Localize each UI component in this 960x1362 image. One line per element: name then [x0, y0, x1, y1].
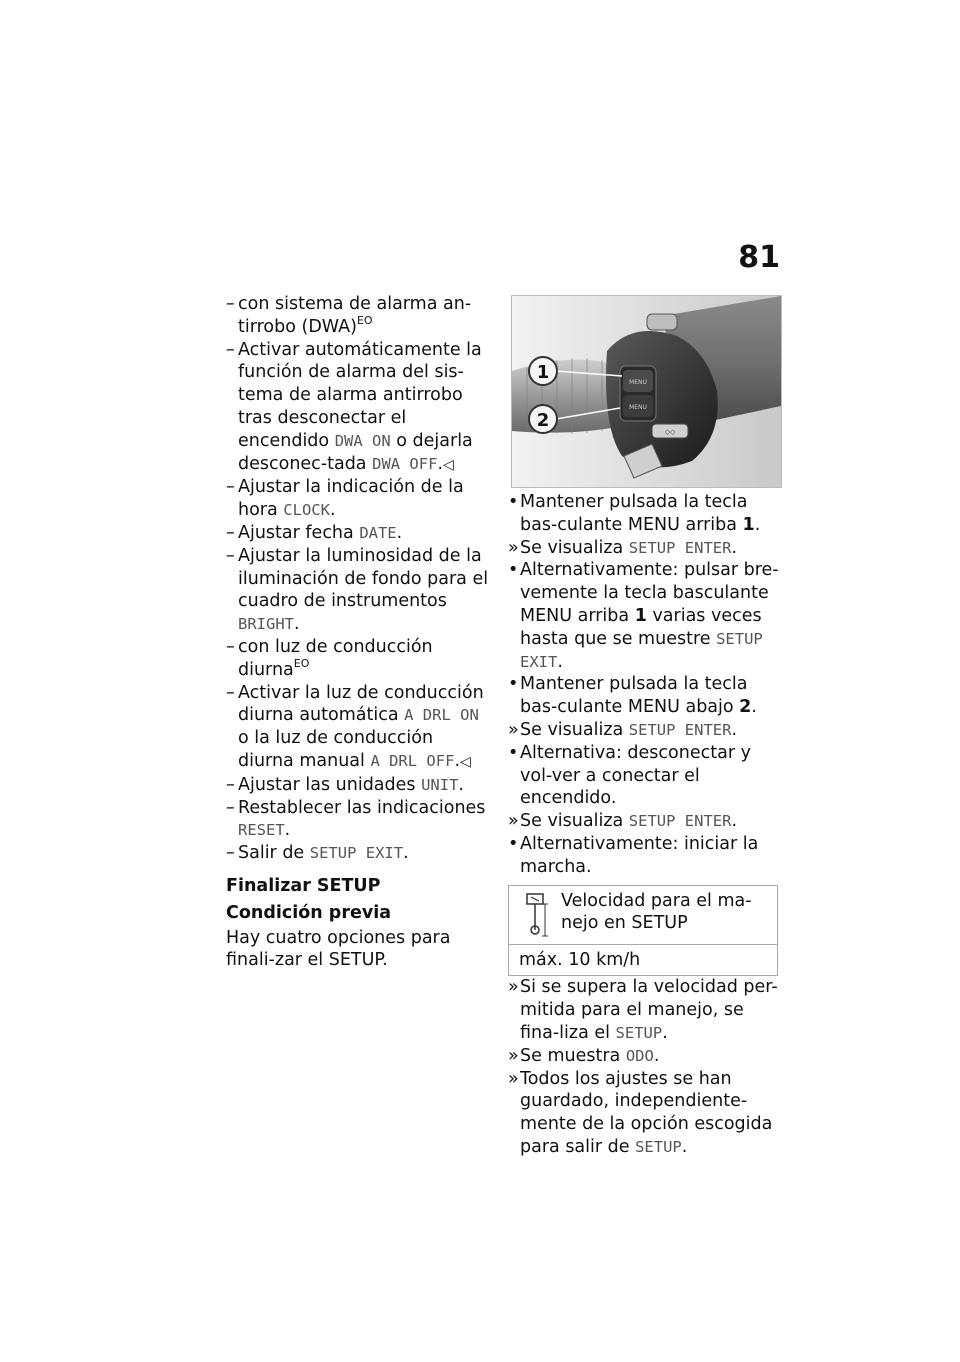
bullet-marker: •	[508, 492, 519, 512]
dash-marker: –	[226, 682, 235, 703]
bullet-marker: •	[508, 560, 519, 581]
handlebar-switch-illustration	[512, 296, 781, 487]
display-code: SETUP	[635, 1137, 682, 1156]
display-code: SETUP ENTER	[628, 812, 732, 831]
list-item: – Activar la luz de conducción diurna automática A DRL ON o la luz de conducción diurna manual A DRL OFF.◁	[226, 682, 484, 771]
display-code: A DRL ON	[404, 706, 479, 725]
list-item: – Ajustar las unidades UNIT.	[226, 774, 464, 795]
callout-label: 1	[536, 362, 550, 383]
result-marker: »	[508, 1068, 519, 1089]
display-code: RESET	[238, 821, 285, 840]
menu-button-label: MENU	[629, 379, 647, 386]
result-marker: »	[508, 719, 519, 740]
dash-marker: –	[226, 522, 235, 543]
bullet-marker: •	[508, 674, 519, 695]
list-item: – Ajustar la luminosidad de la iluminación de fondo para el cuadro de instrumentos BRIGHT.	[226, 545, 489, 635]
list-item: » Se muestra ODO.	[508, 1045, 660, 1066]
list-item: » Se visualiza SETUP ENTER.	[508, 537, 738, 558]
info-box-header	[509, 886, 777, 945]
list-item: – Ajustar fecha DATE.	[226, 522, 403, 543]
callout-label: 2	[536, 410, 550, 431]
result-marker: »	[508, 1045, 519, 1066]
section-heading: Finalizar SETUP	[226, 875, 381, 896]
result-marker: »	[508, 811, 519, 832]
list-item: – Salir de SETUP EXIT.	[226, 843, 409, 864]
dash-marker: –	[226, 477, 235, 498]
result-marker: »	[508, 977, 519, 998]
menu-button-label: MENU	[629, 404, 647, 411]
list-item: • Alternativa: desconectar y vol-ver a conectar el encendido.	[508, 742, 751, 809]
bullet-marker: •	[508, 833, 519, 854]
left-column	[226, 293, 494, 972]
dash-marker: –	[226, 339, 235, 360]
list-item: • Alternativamente: pulsar bre-vemente la tecla basculante MENU arriba 1 varias veces hasta que se muestre SETUP EXIT.	[508, 560, 779, 672]
display-code: A DRL OFF	[370, 751, 455, 770]
list-item: – Restablecer las indicaciones RESET.	[226, 797, 486, 841]
list-item: • Alternativamente: iniciar la marcha.	[508, 833, 759, 877]
result-marker: »	[508, 537, 519, 558]
dash-marker: –	[226, 797, 235, 818]
dash-marker: –	[226, 545, 235, 566]
display-code: DATE	[359, 523, 397, 542]
display-code: SETUP ENTER	[628, 720, 732, 739]
list-item: » Se visualiza SETUP ENTER.	[508, 719, 738, 740]
display-code: UNIT	[421, 775, 459, 794]
dash-marker: –	[226, 774, 235, 795]
display-code: SETUP EXIT	[309, 844, 404, 863]
bullet-marker: •	[508, 742, 519, 763]
display-code: DWA ON	[334, 431, 391, 450]
info-box-value: máx. 10 km/h	[519, 949, 641, 970]
dash-marker: –	[226, 294, 235, 314]
end-of-section-icon: ◁	[460, 753, 471, 770]
list-item: » Si se supera la velocidad per-mitida para el manejo, se fina-liza el SETUP.	[508, 977, 778, 1043]
display-code: CLOCK	[283, 501, 330, 520]
speed-info-box	[508, 885, 778, 977]
display-code: SETUP	[615, 1023, 663, 1042]
display-code: ODO	[625, 1046, 654, 1065]
dash-marker: –	[226, 636, 235, 657]
end-of-section-icon: ◁	[443, 456, 454, 473]
list-item: – con luz de conducción diurna$^{EO}$	[226, 636, 433, 680]
display-code: BRIGHT	[238, 615, 294, 634]
right-column	[508, 491, 784, 1159]
info-box-label: Velocidad para el ma-nejo en SETUP	[561, 890, 752, 934]
precondition-heading: Condición previa	[226, 902, 392, 923]
paragraph: Hay cuatro opciones para finali-zar el SETUP.	[226, 927, 451, 971]
display-code: SETUP EXIT	[520, 629, 763, 671]
speedometer-limit-icon	[523, 892, 549, 938]
list-item: » Se visualiza SETUP ENTER.	[508, 811, 738, 832]
handlebar-switch-figure	[511, 295, 782, 488]
display-code: DWA OFF	[372, 454, 438, 473]
page-number: 81	[738, 240, 780, 275]
list-item: – Ajustar la indicación de la hora CLOCK.	[226, 477, 464, 521]
dash-marker: –	[226, 843, 235, 864]
list-item: – con sistema de alarma an-tirrobo (DWA)$^{EO}$	[226, 294, 472, 337]
list-item: – Activar automáticamente la función de alarma del sis-tema de alarma antirrobo tras desconectar el encendido DWA ON o dejarla desconec-tada DWA OFF.◁	[226, 339, 482, 474]
list-item: • Mantener pulsada la tecla bas-culante MENU arriba 1.	[508, 492, 761, 535]
list-item: • Mantener pulsada la tecla bas-culante MENU abajo 2.	[508, 674, 757, 718]
list-item: » Todos los ajustes se han guardado, independiente-mente de la opción escogida para salir de SETUP.	[508, 1068, 773, 1157]
svg-text:◇◇: ◇◇	[664, 428, 676, 436]
display-code: SETUP ENTER	[628, 538, 732, 557]
